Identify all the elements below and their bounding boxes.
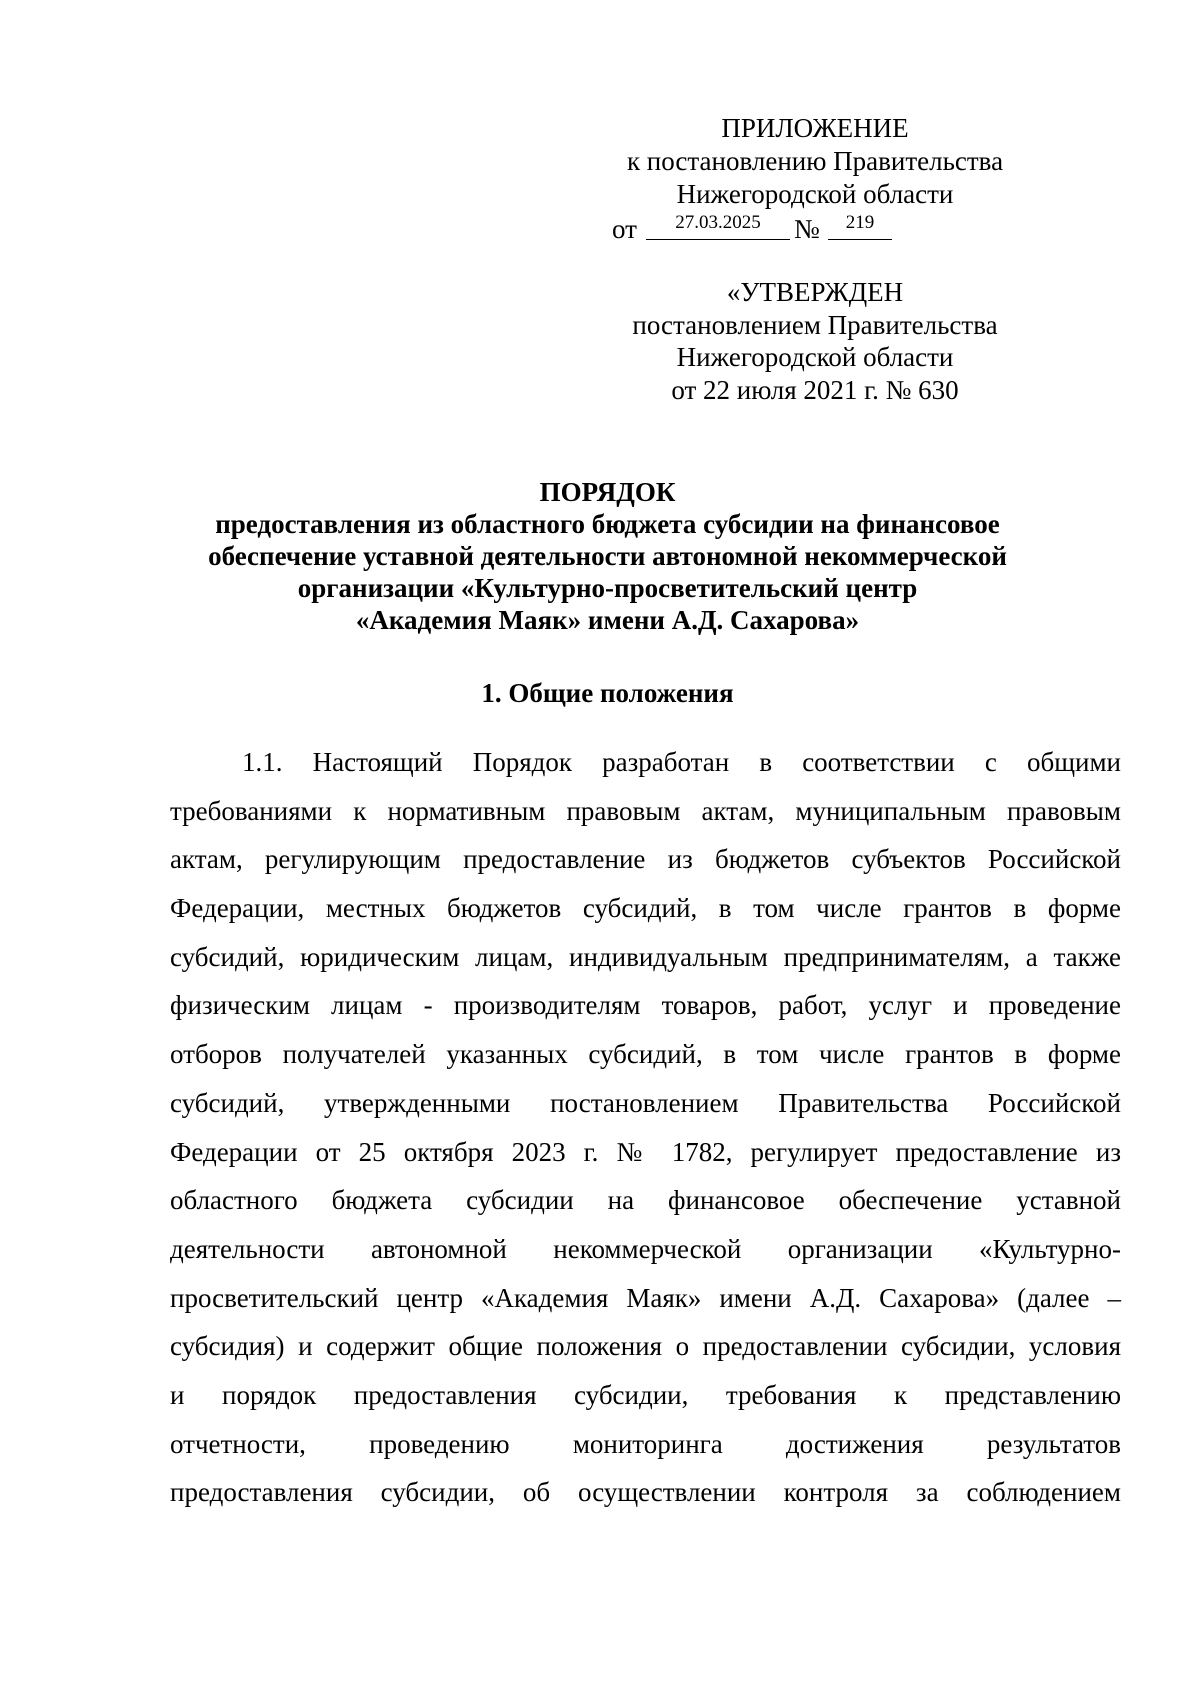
title-line-4: «Академия Маяк» имени А.Д. Сахарова» (355, 605, 860, 635)
body-paragraph (170, 738, 1121, 1517)
body-line: Федерации, местных бюджетов субсидий, в том числе грантов в форме (170, 893, 1121, 924)
body-line: актам, регулирующим предоставление из бюджетов субъектов Российской (170, 844, 1121, 875)
body-line: физическим лицам - производителям товаров, работ, услуг и проведение (170, 990, 1121, 1021)
appendix-line-1: к постановлению Правительства (626, 146, 1004, 176)
appendix-line-2: Нижегородской области (676, 179, 954, 209)
body-line: 1.1. Настоящий Порядок разработан в соответствии с общими (242, 747, 1121, 777)
body-line: субсидий, утвержденными постановлением Правительства Российской (170, 1087, 1121, 1118)
body-line: Федерации от 25 октября 2023 г. № 1782, регулирует предоставление из (170, 1136, 1121, 1167)
body-line: отчетности, проведению мониторинга достижения результатов (170, 1428, 1121, 1459)
body-line: отборов получателей указанных субсидий, в том числе грантов в форме (170, 1039, 1121, 1070)
approved-line-3: Нижегородской области (676, 342, 954, 372)
resolution-date: 27.03.2025 (646, 211, 790, 240)
title-line-3: организации «Культурно-просветительский центр (297, 573, 918, 603)
title-line-1: предоставления из областного бюджета субсидии на финансовое (215, 509, 1000, 539)
number-label: № (794, 214, 820, 244)
body-line: субсидий, юридическим лицам, индивидуальным предпринимателям, а также (170, 941, 1121, 972)
resolution-number: 219 (828, 211, 892, 240)
body-line: просветительский центр «Академия Маяк» имени А.Д. Сахарова» (далее – (170, 1282, 1121, 1313)
title-line-2: обеспечение уставной деятельности автономной некоммерческой (208, 541, 1007, 571)
approved-block (580, 276, 1050, 406)
approved-line-4: от 22 июля 2021 г. № 630 (671, 374, 959, 405)
from-label: от (612, 214, 637, 244)
approved-line-2: постановлением Правительства (632, 309, 998, 340)
appendix-block (580, 112, 1050, 244)
appendix-title: ПРИЛОЖЕНИЕ (721, 113, 909, 143)
body-line: деятельности автономной некоммерческой организации «Культурно- (170, 1233, 1121, 1264)
approved-line-1: «УТВЕРЖДЕН (726, 277, 904, 307)
body-line: областного бюджета субсидии на финансовое обеспечение уставной (170, 1185, 1121, 1216)
body-line: субсидия) и содержит общие положения о предоставлении субсидии, условия (170, 1331, 1121, 1362)
section-heading: 1. Общие положения (481, 678, 734, 708)
body-line: требованиями к нормативным правовым актам, муниципальным правовым (170, 795, 1121, 826)
body-line: предоставления субсидии, об осуществлении контроля за соблюдением (170, 1477, 1121, 1508)
title-heading: ПОРЯДОК (539, 477, 676, 507)
document-title (170, 476, 1045, 636)
appendix-date-number-line (580, 211, 1050, 244)
body-line: и порядок предоставления субсидии, требования к представлению (170, 1379, 1121, 1410)
